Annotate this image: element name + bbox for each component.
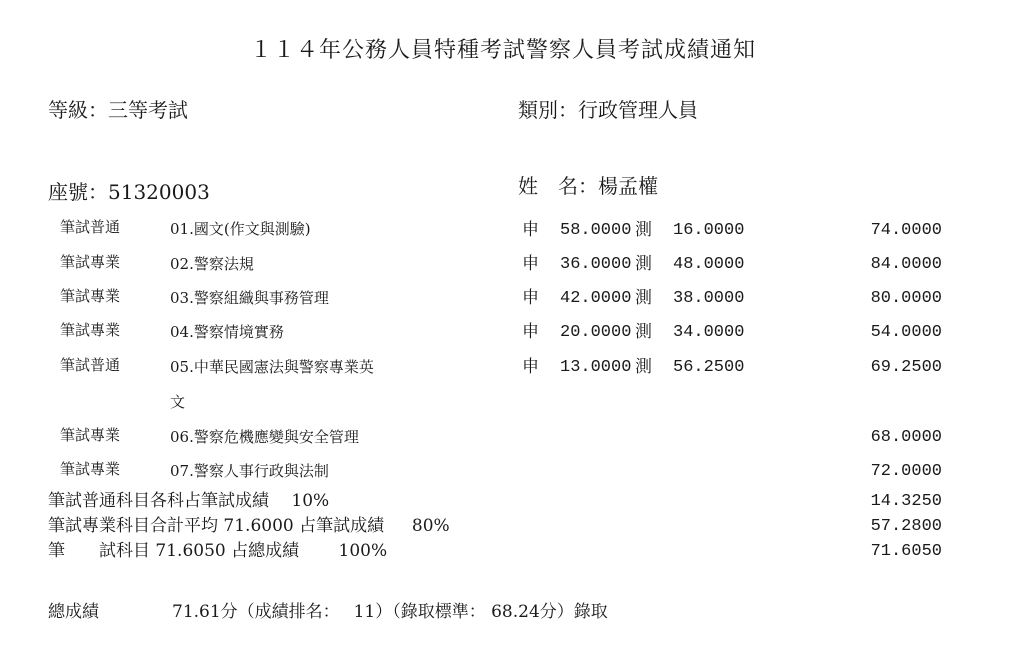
essay-score: 58.0000 [560, 221, 632, 240]
seat-number: 座號：51320003 [48, 180, 210, 204]
test-mark: 測 [635, 322, 652, 342]
subject-total: 69.2500 [870, 358, 942, 377]
exam-category: 類別：行政管理人員 [518, 98, 698, 122]
subject-name-continued: 文 [170, 393, 186, 411]
exam-level: 等級：三等考試 [48, 98, 188, 122]
essay-mark: 申 [522, 322, 539, 342]
essay-score: 36.0000 [560, 255, 632, 274]
subject-name: 02.警察法規 [170, 255, 254, 273]
subject-name: 07.警察人事行政與法制 [170, 462, 329, 480]
candidate-name: 姓 名：楊孟權 [518, 174, 658, 198]
subject-total: 80.0000 [870, 289, 942, 308]
subject-name: 04.警察情境實務 [170, 323, 284, 341]
final-score-text: 71.61分（成績排名： 11）（錄取標準： 68.24分）錄取 [172, 602, 608, 622]
test-mark: 測 [635, 220, 652, 240]
essay-score: 13.0000 [560, 358, 632, 377]
test-score: 56.2500 [673, 358, 745, 377]
subject-total: 68.0000 [870, 428, 942, 447]
subject-type: 筆試專業 [60, 287, 121, 305]
summary-general-label: 筆試普通科目各科占筆試成績 10% [48, 491, 330, 511]
test-mark: 測 [635, 288, 652, 308]
subject-name: 05.中華民國憲法與警察專業英 [170, 358, 374, 376]
subject-type: 筆試普通 [60, 356, 121, 374]
essay-mark: 申 [522, 357, 539, 377]
subject-type: 筆試專業 [60, 253, 121, 271]
test-score: 16.0000 [673, 221, 745, 240]
test-mark: 測 [635, 357, 652, 377]
subject-total: 84.0000 [870, 255, 942, 274]
subject-total: 74.0000 [870, 221, 942, 240]
summary-written-label: 筆 試科目 71.6050 占總成績 100% [48, 541, 388, 561]
test-mark: 測 [635, 254, 652, 274]
summary-general-value: 14.3250 [870, 492, 942, 511]
essay-mark: 申 [522, 254, 539, 274]
subject-type: 筆試專業 [60, 321, 121, 339]
subject-type: 筆試普通 [60, 218, 121, 236]
test-score: 48.0000 [673, 255, 745, 274]
summary-professional-label: 筆試專業科目合計平均 71.6000 占筆試成績 80% [48, 516, 450, 536]
subject-total: 54.0000 [870, 323, 942, 342]
summary-written-value: 71.6050 [870, 542, 942, 561]
subject-name: 06.警察危機應變與安全管理 [170, 428, 359, 446]
essay-score: 42.0000 [560, 289, 632, 308]
subject-name: 03.警察組織與事務管理 [170, 289, 329, 307]
essay-mark: 申 [522, 288, 539, 308]
test-score: 38.0000 [673, 289, 745, 308]
subject-type: 筆試專業 [60, 460, 121, 478]
subject-type: 筆試專業 [60, 426, 121, 444]
test-score: 34.0000 [673, 323, 745, 342]
subject-total: 72.0000 [870, 462, 942, 481]
essay-mark: 申 [522, 220, 539, 240]
subject-name: 01.國文(作文與測驗) [170, 220, 311, 238]
page-title: １１４年公務人員特種考試警察人員考試成績通知 [250, 38, 757, 63]
summary-professional-value: 57.2800 [870, 517, 942, 536]
final-score-label: 總成績 [48, 602, 99, 622]
essay-score: 20.0000 [560, 323, 632, 342]
